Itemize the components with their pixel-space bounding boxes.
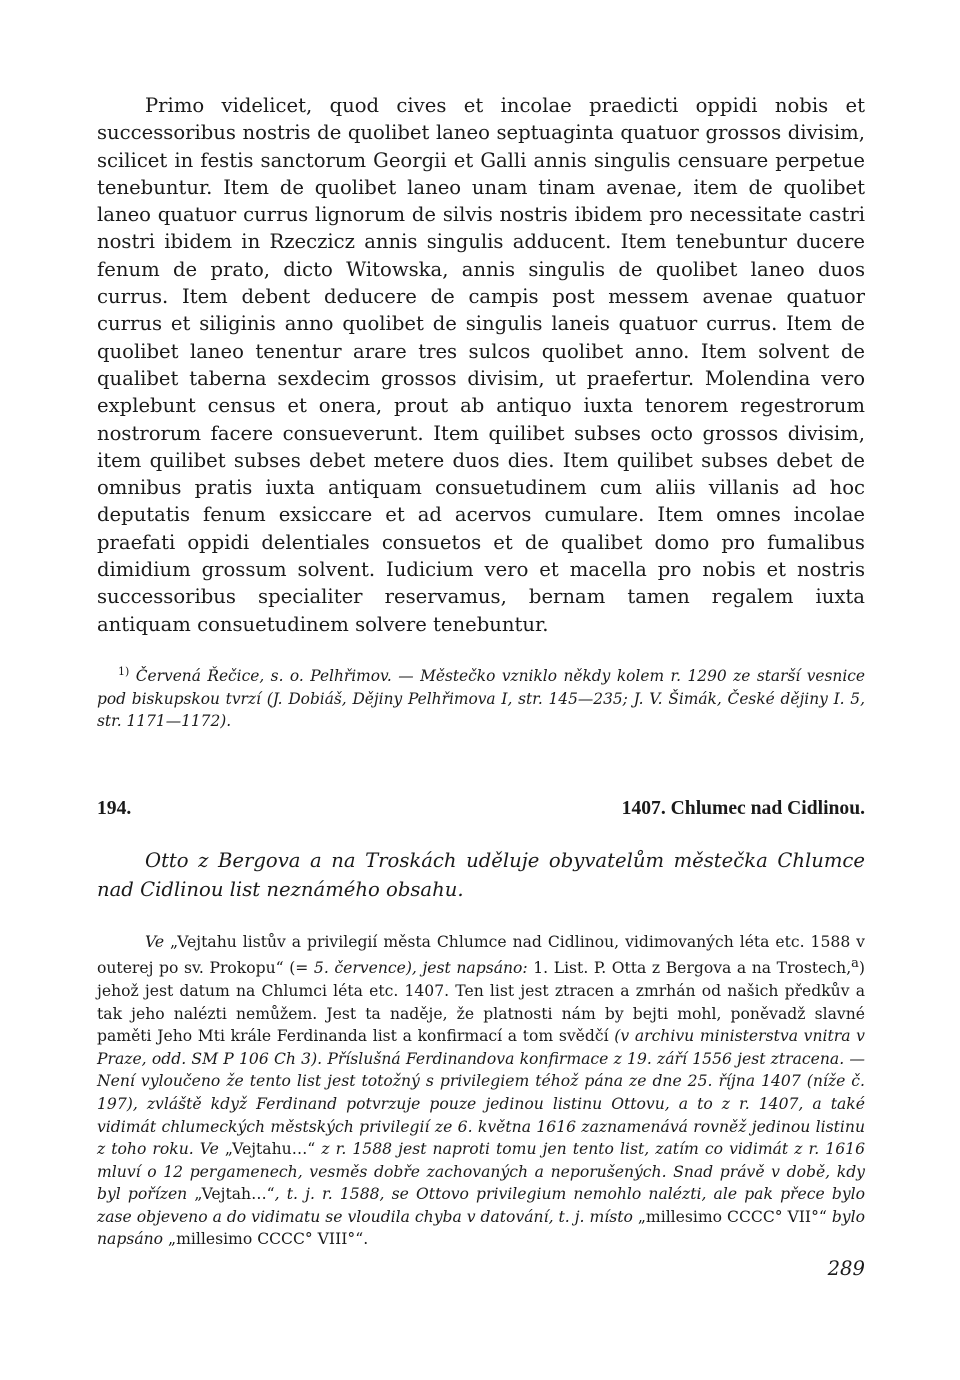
document-commentary [97, 931, 865, 1252]
commentary-segment: 1. List. P. Otta z Bergova a na Trostech, [527, 959, 852, 978]
commentary-segment: (v archivu ministerstva vnitra v Praze, odd. SM P 106 Ch 3). Příslušná Ferdinandova konfirmace z 19. září 1556 jest ztracena. — Není vyloučeno že tento list jest totožný s privilegiem téhož pána ze dne 25. října 1407 (níže č. 197), zvláště když Ferdinand potvrzuje pouze jedinou listinu Ottovu, a to z r. 1407, a také vidimát chlumeckých městských privilegií ze 6. května 1616 zaznamenává rovněž jedinou listinu z toho roku. Ve [97, 1027, 865, 1159]
document-heading: 1407. Chlumec nad Cidlinou. [621, 797, 865, 819]
commentary-segment: „Vejtah…“ [194, 1185, 275, 1204]
commentary-segment: z r. 1588 jest naproti tomu jen tento list, zatím co vidimát z r. 1616 mluví o 12 pergamenech, vesměs dobře zachovaných a neporušených. Snad právě v době, kdy byl pořízen [97, 1140, 865, 1204]
page-content [97, 92, 865, 1251]
commentary-segment: „millesimo CCCC° VIII°“ [168, 1230, 364, 1249]
commentary-segment: „Vejtahu listův a privilegií města Chlumce nad Cidlinou, vidimovaných léta etc. 1588 v outerej po sv. Prokopu“ ( [97, 932, 865, 978]
document-header [97, 798, 865, 820]
commentary-segment: bylo napsáno [97, 1207, 865, 1249]
footnote [97, 661, 865, 733]
footnote-marker: 1) [118, 664, 130, 678]
page-number: 289 [827, 1257, 865, 1280]
commentary-segment: „millesimo CCCC° VII°“ [637, 1207, 827, 1226]
commentary-segment: Ve [145, 932, 165, 951]
commentary-segment: . [363, 1230, 369, 1249]
main-paragraph: Primo videlicet, quod cives et incolae praedicti oppidi nobis et successoribus nostris de quolibet laneo septuaginta quatuor grossos divisim, scilicet in festis sanctorum Georgii et Galli annis singulis censuare perpetue tenebuntur. Item de quolibet laneo unam tinam avenae, item de quolibet laneo quatuor currus lignorum de silvis nostris ibidem pro necessitate castri nostri ibidem in Rzeczicz annis singulis adducent. Item tenebuntur ducere fenum de prato, dicto Witowska, annis singulis de quolibet laneo duos currus. Item debent deducere de campis post messem avenae quatuor currus et siliginis anno quolibet de singulis laneis quatuor currus. Item de quolibet laneo tenentur arare tres sulcos quolibet anno. Item solvent de qualibet taberna sexdecim grossos divisim, ut praefertur. Molendina vero explebunt census et onera, prout ab antiquo iuxta tenorem regestrorum nostrorum facere consueverunt. Item quilibet subses octo grossos divisim, item quilibet subses debet metere duos dies. Item quilibet subses debet de omnibus pratis iuxta antiquam consuetudinem cum aliis villanis ad hoc deputatis fenum exsiccare et ad acervos cumulare. Item omnes incolae praefati oppidi delentiales consuetos et de qualibet domo pro fumalibus dimidium grossum solvent. Iudicium vero et macella pro nobis et nostris successoribus specialiter reservamus, bernam tamen regalem iuxta antiquam consuetudinem solvere tenebuntur. [97, 94, 865, 636]
footnote-text: Červená Řečice, s. o. Pelhřimov. — Městečko vzniklo někdy kolem r. 1290 ze starší vesnice pod biskupskou tvrzí (J. Dobiáš, Dějiny Pelhřimova I, str. 145—235; J. V. Šimák, České dějiny I. 5, str. 1171—1172). [97, 667, 865, 731]
commentary-segment: „Vejtahu…“ [224, 1140, 316, 1159]
commentary-segment: , t. j. r. 1588, se Ottovo privilegium nemohlo nalézti, ale pak přece bylo zase objeveno a do vidimatu se vloudila chyba v datování, t. j. místo [97, 1185, 865, 1226]
document-number: 194. [97, 797, 132, 819]
commentary-note-marker: a [851, 956, 859, 972]
document-summary: Otto z Bergova a na Troskách uděluje obyvatelům městečka Chlumce nad Cidlinou list neznámého obsahu. [97, 848, 865, 901]
commentary-segment: = 5. července), jest napsáno: [295, 959, 528, 978]
commentary-segment: ) jehož jest datum na Chlumci léta etc. 1407. Ten list jest ztracen a zmrhán od našich předkův a tak jeho nalézti nemůžem. Jest ta naděje, že platnosti nám by bejti mohl, poněvadž slavné paměti Jeho Mti krále Ferdinanda list a konfirmací a tom svědčí [97, 959, 866, 1046]
